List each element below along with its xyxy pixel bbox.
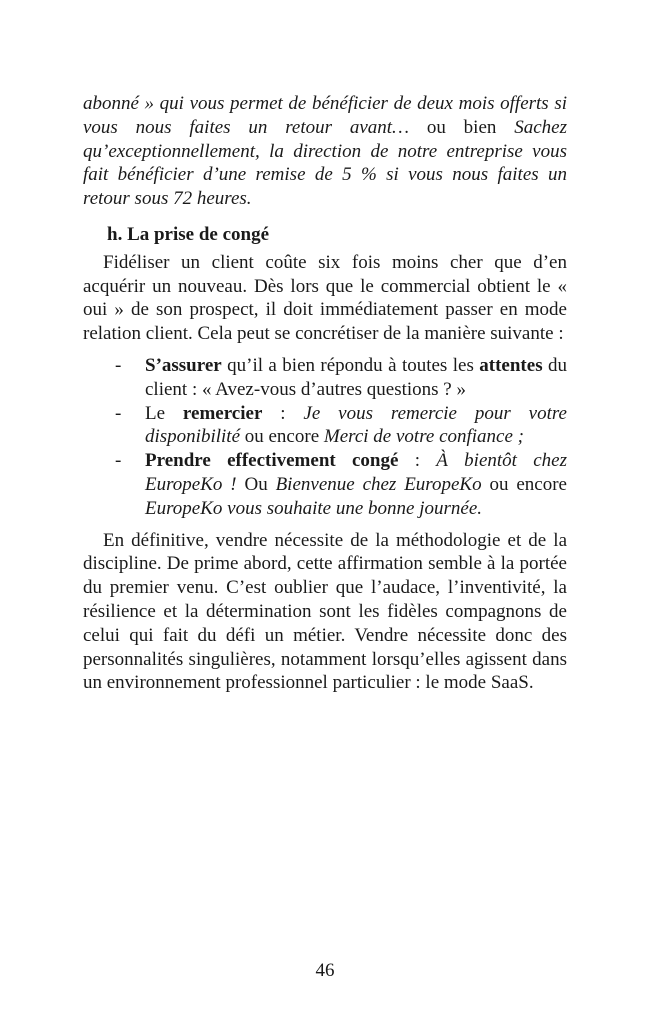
italic-quote: EuropeKo vous souhaite une bonne journée.	[145, 497, 483, 519]
offer-example-2: Sachez qu’exceptionnellement, la direction de notre entreprise vous fait bénéficier d’une remise de 5 % si vous nous faites un retour sous 72 heures.	[83, 116, 567, 210]
bullet-dash: -	[115, 354, 122, 376]
item-text: ou encore	[481, 473, 567, 495]
bold-term: attentes	[479, 354, 543, 376]
list-item	[83, 402, 567, 450]
item-text: Ou	[236, 473, 276, 495]
item-text: Le	[145, 402, 183, 424]
list-item	[83, 449, 567, 520]
bullet-dash: -	[115, 402, 122, 424]
item-text: ou encore	[240, 426, 324, 448]
italic-quote: Bienvenue chez EuropeKo	[275, 473, 482, 495]
offer-example-1: abonné » qui vous permet de bénéficier de deux mois offerts si vous nous faites un retour avant…	[83, 93, 567, 138]
item-text: du client : « Avez-vous d’autres questions ? »	[145, 354, 568, 400]
bullet-dash: -	[115, 450, 122, 472]
paragraph-client-loyalty: Fidéliser un client coûte six fois moins cher que d’en acquérir un nouveau. Dès lors que le commercial obtient le « oui » de son prospect, il doit immédiatement passer en mode relation client. Cela peut se concrétiser de la manière suivante :	[83, 251, 567, 345]
item-text: :	[262, 402, 304, 424]
item-text: :	[398, 450, 437, 472]
paragraph-conclusion: En définitive, vendre nécessite de la méthodologie et de la discipline. De prime abord, cette affirmation semble à la portée du premier venu. C’est oublier que l’audace, l’inventivité, la résilience et la détermination sont les fidèles compagnons de celui qui fait du défi un métier. Vendre nécessite donc des personnalités singulières, notamment lorsqu’elles agissent dans un environnement professionnel particulier : le mode SaaS.	[83, 529, 567, 694]
list-item	[83, 354, 567, 402]
item-text: qu’il a bien répondu à toutes les	[221, 354, 480, 376]
paragraph-offer-examples	[83, 92, 567, 211]
italic-quote: À bientôt chez EuropeKo !	[145, 450, 568, 495]
section-heading: h. La prise de congé	[107, 223, 270, 245]
bold-term: Prendre effectivement congé	[145, 450, 399, 472]
connector-text: ou bien	[409, 116, 515, 138]
italic-quote: Je vous remercie pour votre disponibilité	[145, 402, 567, 448]
bold-term: S’assurer	[145, 354, 222, 376]
italic-quote: Merci de votre confiance ;	[323, 426, 525, 448]
bold-term: remercier	[182, 402, 263, 424]
bullet-list	[83, 354, 567, 521]
page-number: 46	[315, 960, 335, 981]
page-body	[83, 92, 567, 695]
